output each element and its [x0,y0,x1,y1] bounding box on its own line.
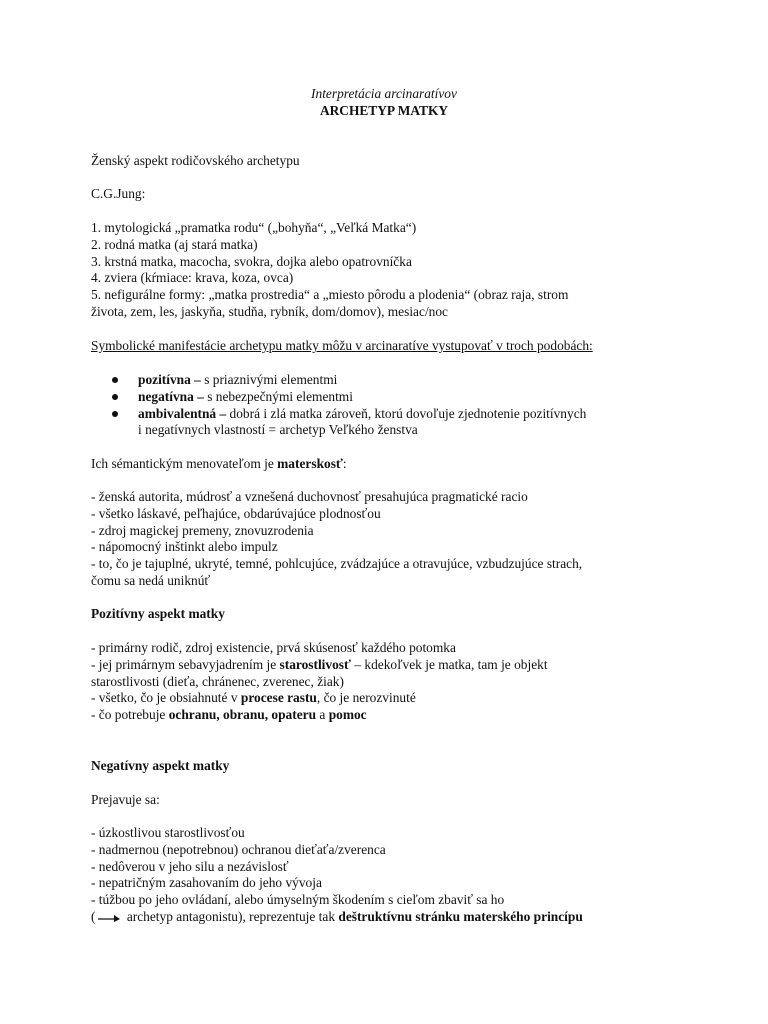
list-item: - nadmernou (nepotrebnou) ochranou dieťaťa/zverenca [91,841,386,857]
list-item: - úzkostlivou starostlivosťou [91,825,245,840]
bullet-term: ambivalentná – [138,405,227,421]
list-item: 5. nefigurálne formy: „matka prostredia“ a „miesto pôrodu a plodenia“ (obraz raja, strom [91,287,569,303]
positive-list [91,640,691,724]
bullet-item [112,389,712,406]
list-item: - všetko láskavé, peľhajúce, obdarúvajúce plodnosťou [91,505,381,521]
text-run: - jej primárnym sebavyjadrením je [91,656,280,672]
list-item: - nápomocný inštinkt alebo impulz [91,539,278,555]
jung-list [91,220,691,321]
document-subtitle: Interpretácia arcinaratívov [311,86,457,101]
list-item: 2. rodná matka (aj stará matka) [91,236,258,252]
list-item: starostlivosti (dieťa, chránenec, zverenec, žiak) [91,673,344,689]
bold-run: pomoc [328,707,367,723]
bullet-icon [112,394,118,400]
text-run: , čo je nerozvinuté [316,690,416,706]
list-item: 4. zviera (kŕmiace: krava, koza, ovca) [91,270,294,286]
bullet-continuation-text: i negatívnych vlastností = archetyp Veľkého ženstva [138,422,418,438]
list-item: - nepatričným zasahovaním do jeho vývoja [91,875,322,891]
list-item: - zdroj magickej premeny, znovuzrodenia [91,522,314,538]
bullet-text: s priaznivými elementmi [200,372,338,387]
list-item [91,690,691,707]
list-item: 3. krstná matka, macocha, svokra, dojka alebo opatrovníčka [91,253,412,269]
semantic-term: materskosť [277,456,343,471]
list-item: - primárny rodič, zdroj existencie, prvá skúsenosť každého potomka [91,640,456,655]
intro-heading: Ženský aspekt rodičovského archetypu [91,153,300,168]
positive-heading: Pozitívny aspekt matky [91,606,225,621]
list-item [91,909,691,926]
author-label: C.G.Jung: [91,186,146,201]
right-arrow-icon [97,912,121,922]
bold-run: procese rastu [240,690,317,706]
bullet-item [112,406,712,423]
bullet-icon [112,377,118,383]
bullet-item [112,372,712,389]
bullet-continuation [112,422,712,439]
list-item: života, zem, les, jaskyňa, studňa, rybník, dom/domov), mesiac/noc [91,303,449,319]
semantic-lead: Ich sémantickým menovateľom je [91,456,278,471]
list-item [91,707,691,724]
list-item: - ženská autorita, múdrosť a vznešená duchovnosť presahujúca pragmatické racio [91,489,528,504]
text-run: archetyp antagonistu), reprezentuje tak [123,908,339,924]
negative-heading: Negatívny aspekt matky [91,758,230,773]
document-title: ARCHETYP MATKY [319,103,449,118]
bold-run: deštruktívnu stránku materského princípu [338,908,583,924]
bullet-text: dobrá i zlá matka zároveň, ktorú dovoľuje zjednotenie pozitívnych [226,405,587,421]
symbolic-heading: Symbolické manifestácie archetypu matky môžu v arcinaratíve vystupovať v troch podobách: [91,338,593,353]
symbolic-bullet-list [112,372,712,439]
text-run: - všetko, čo je obsiahnuté v [91,690,241,706]
list-item: čomu sa nedá uniknúť [91,572,211,588]
list-item: - nedôverou v jeho silu a nezávislosť [91,858,289,874]
list-item: - to, čo je tajuplné, ukryté, temné, pohlcujúce, zvádzajúce a otravujúce, vzbudzujúce strach, [91,556,583,572]
semantic-colon: : [342,456,347,471]
bold-run: ochranu, obranu, opateru [168,707,317,723]
text-run: a [316,707,329,723]
list-item: - túžbou po jeho ovládaní, alebo úmyselným škodením s cieľom zbaviť sa ho [91,892,505,908]
negative-list [91,825,691,926]
list-item: 1. mytologická „pramatka rodu“ („bohyňa“, „Veľká Matka“) [91,220,417,235]
text-run: ( [91,908,96,924]
bullet-text: s nebezpečnými elementmi [203,388,353,404]
bullet-term: negatívna – [138,388,204,404]
semantic-list [91,489,691,590]
text-run: - čo potrebuje [91,707,169,723]
text-run: – kdekoľvek je matka, tam je objekt [350,656,548,672]
semantic-lead-line [91,456,347,473]
bullet-icon [112,411,118,417]
list-item [91,657,691,674]
negative-intro: Prejavuje sa: [91,792,160,807]
bold-run: starostlivosť [279,656,351,672]
bullet-term: pozitívna – [138,372,201,387]
